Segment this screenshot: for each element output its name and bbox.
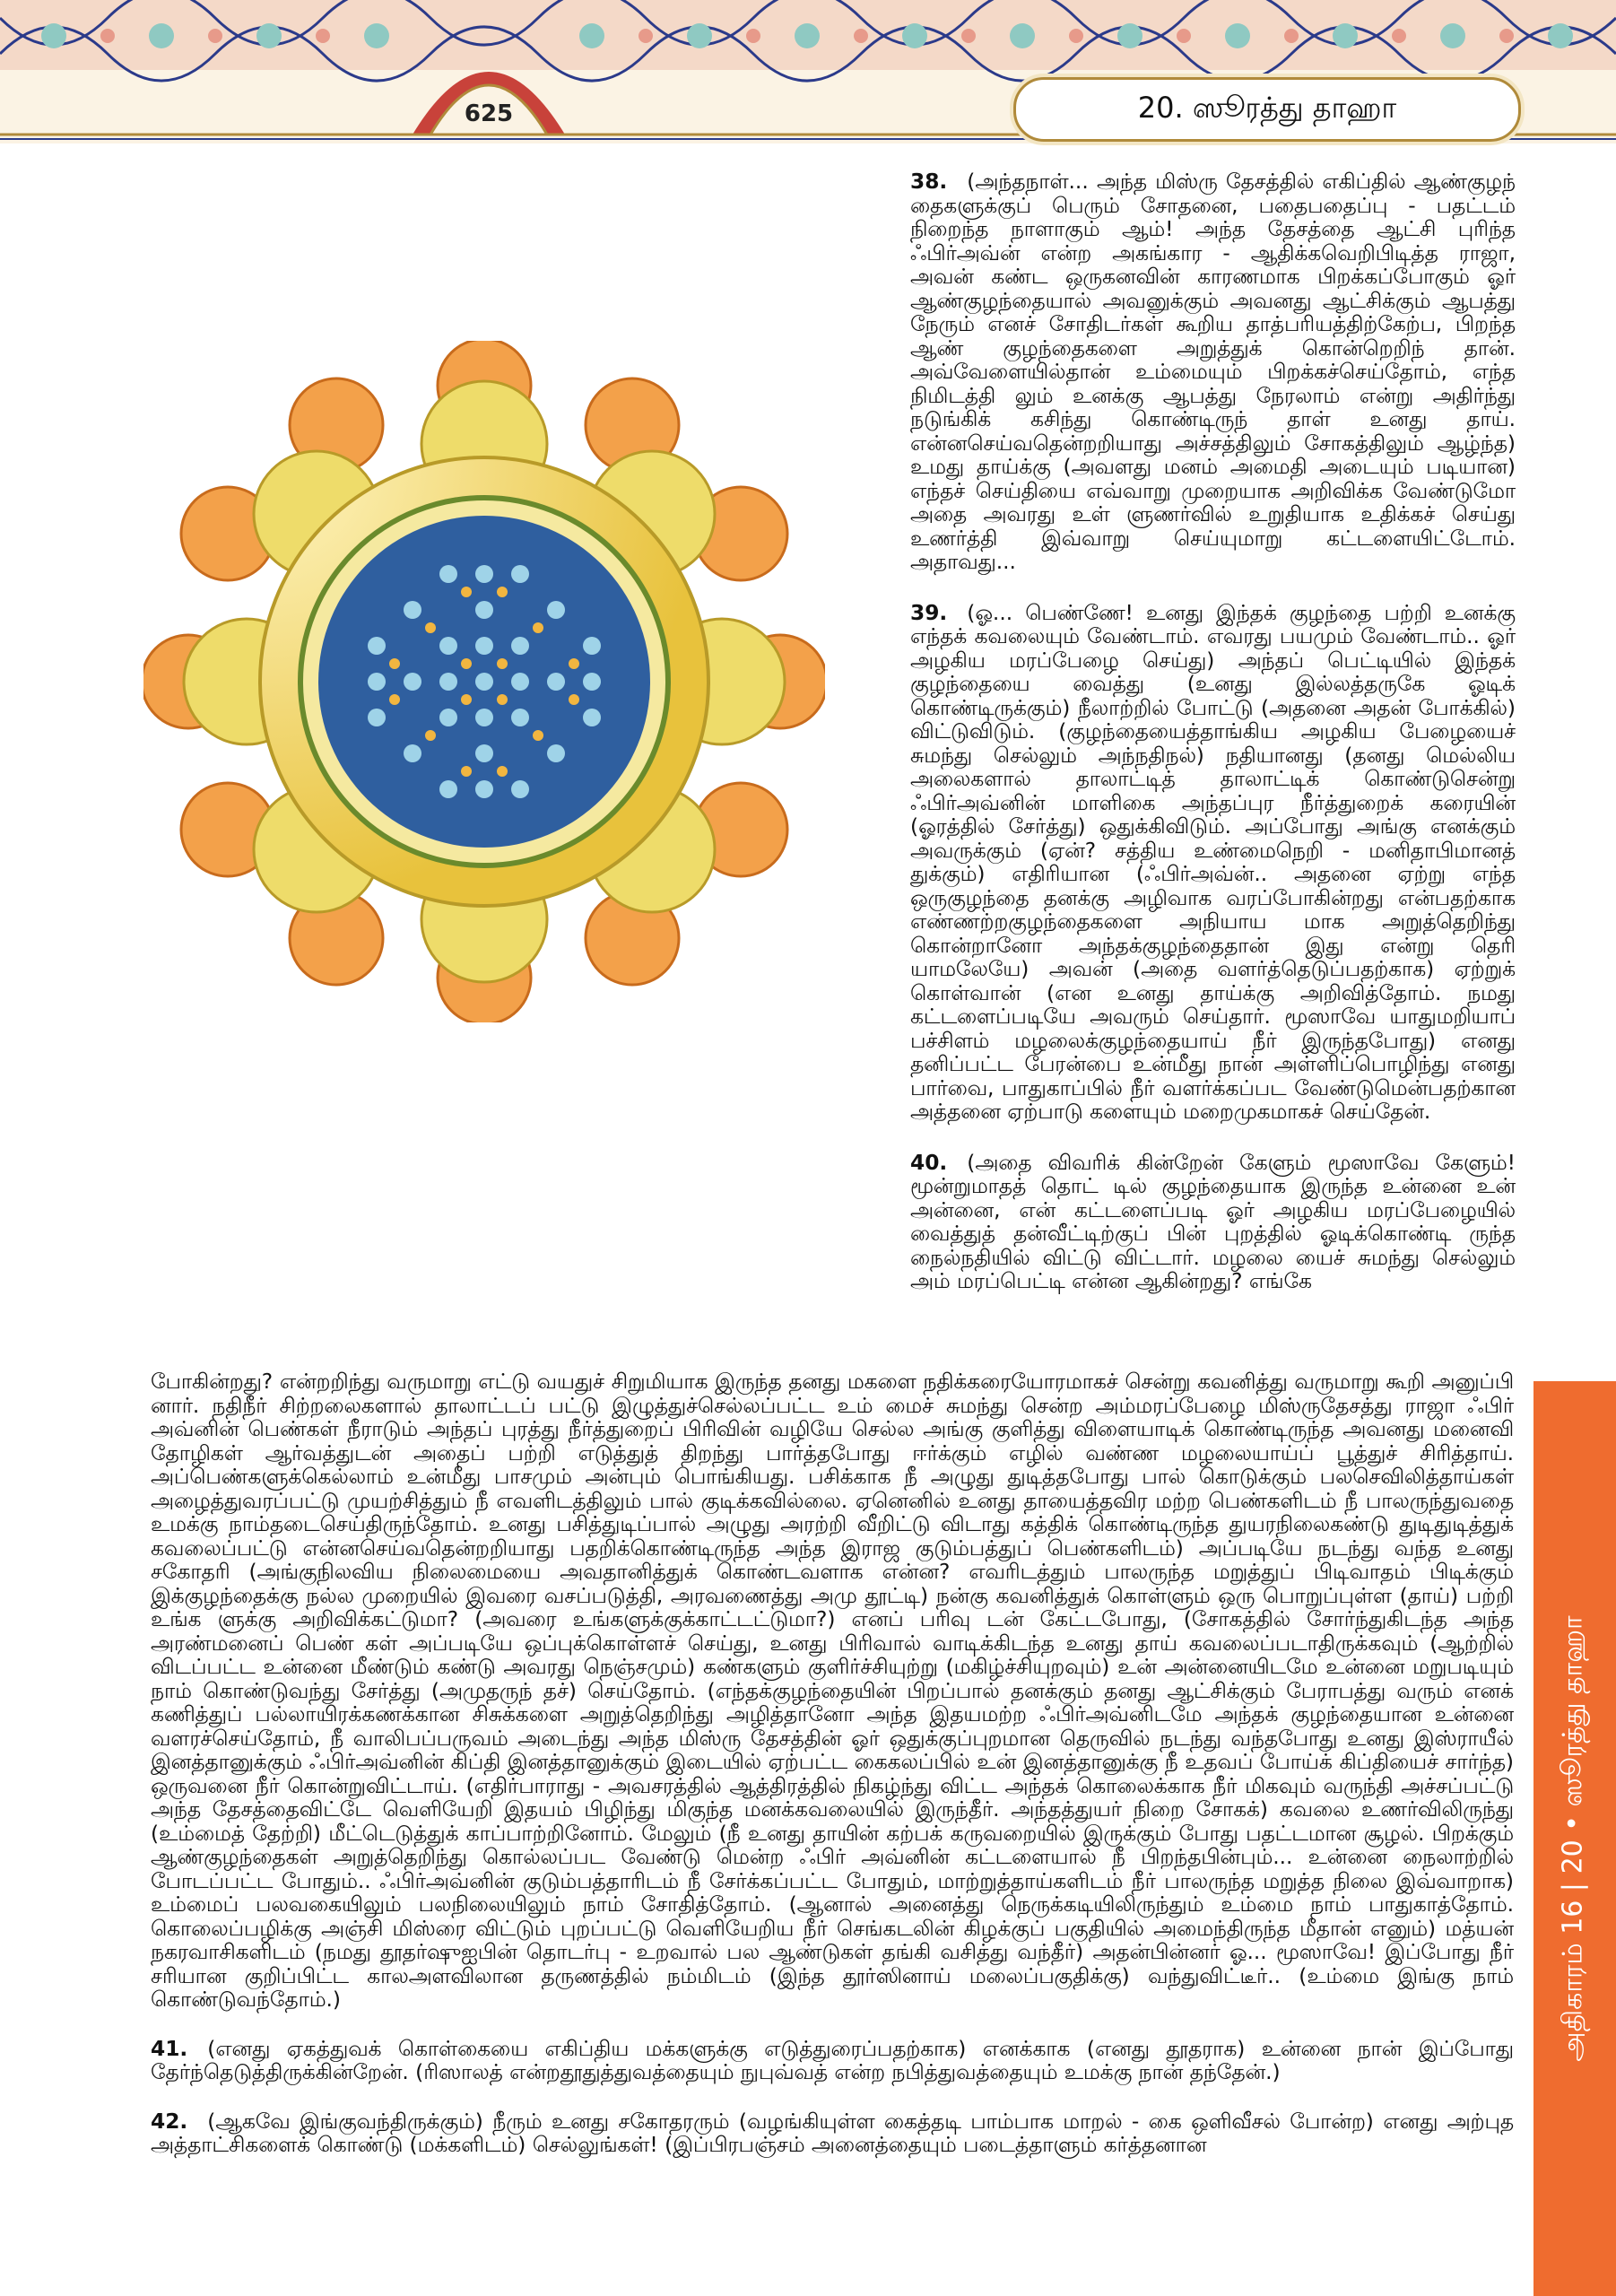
surah-title: 20. ஸூரத்து தாஹா (1137, 91, 1397, 125)
verse-text: (ஓ... பெண்ணே! உனது இந்தக் குழந்தை பற்றி உனக்கு எந்தக் கவலையும் வேண்டாம். எவரது பயமும் வேண்டாம்.. ஓர் அழகிய மரப்பேழை செய்து) அந்தப் பெட்டியில் இந்தக் குழந்தையை வைத்து (உனது இல்லத்தருகே ஓடிக் கொண்டிருக்கும்) நீலாற்றில் போட்டு (அதனை அதன் போக்கில்) விட்டுவிடும். (குழந்தையைத்தாங்கிய அழகிய பேழையைச் சுமந்து செல்லும் அந்நதிநல்) நதியானது (தனது மெல்லிய அலைகளால் தாலாட்டித் தாலாட்டிக் கொண்டுசென்று ஃபிர்அவ்னின் மாளிகை அந்தப்புர நீர்த்துறைக் கரையின் (ஓரத்தில் சேர்த்து) ஒதுக்கிவிடும். அப்போது அங்கு எனக்கும் அவருக்கும் (ஏன்? சத்திய உண்மைநெறி - மனிதாபிமானத் துக்கும்) எதிரியான (ஃபிர்அவ்ன்.. அதனை ஏற்று எந்த ஒருகுழந்தை தனக்கு அழிவாக வரப்போகின்றது என்பதற்காக எண்ணற்றகுழந்தைகளை அநியாய மாக அறுத்தெறிந்து கொன்றானோ அந்தக்குழந்தைதான் இது என்று தெரி யாமலேயே) அவன் (அதை வளர்த்தெடுப்பதற்காக) ஏற்றுக் கொள்வான் (என உனது தாய்க்கு அறிவித்தோம். நமது கட்டளைப்படியே அவரும் செய்தார். மூஸாவே யாதுமறியாப் பச்சிளம் மழலைக்குழந்தையாய் நீர் இருந்தபோது) எனது தனிப்பட்ட பேரன்பை உன்மீது நான் அள்ளிப்பொழிந்து எனது பார்வை, பாதுகாப்பில் நீர் வளர்க்கப்பட வேண்டுமென்பதற்கான அத்தனை ஏற்பாடு களையும் மறைமுகமாகச் செய்தேன். (910, 600, 1516, 1124)
mandala-image (143, 341, 825, 1022)
verse-number: 39. (910, 600, 948, 625)
verse-38 (910, 170, 1516, 575)
page-number: 625 (464, 100, 514, 127)
verse-40-start (910, 1152, 1516, 1294)
verse-number: 41. (151, 2036, 188, 2061)
verse-42 (151, 2110, 1514, 2158)
verse-39 (910, 602, 1516, 1125)
full-width-text (151, 1370, 1514, 2183)
verse-number: 42. (151, 2109, 188, 2134)
verse-40-continued: போகின்றது? என்றறிந்து வருமாறு எட்டு வயதுச் சிறுமியாக இருந்த தனது மகளை நதிக்கரையோரமாகச் சென்று கவனித்து வருமாறு கூறி அனுப்பி னார். நதிநீர் சிற்றலைகளால் தாலாட்டப் பட்டு இழுத்துச்செல்லப்பட்ட உம் மைச் சுமந்து சென்ற அம்மரப்பேழை மிஸ்ருதேசத்து ராஜா ஃபிர் அவ்னின் பெண்கள் நீராடும் அந்தப் புரத்து நீர்த்துறைப் பிரிவின் வழியே செல்ல அங்கு குளித்து விளையாடிக் கொண்டிருந்த அவனது மனைவி தோழிகள் ஆர்வத்துடன் அதைப் பற்றி எடுத்துத் திறந்து பார்த்தபோது ஈர்க்கும் எழில் வண்ண மழலையாய்ப் பூத்துச் சிரித்தாய். அப்பெண்களுக்கெல்லாம் உன்மீது பாசமும் அன்பும் பொங்கியது. பசிக்காக நீ அழுது துடித்தபோது பால் கொடுக்கும் பலசெவிலித்தாய்கள் அழைத்துவரப்பட்டு முயற்சித்தும் நீ எவளிடத்திலும் பால் குடிக்கவில்லை. ஏனெனில் உனது தாயைத்தவிர மற்ற பெண்களிடம் நீ பாலருந்துவதை உமக்கு நாம்தடைசெய்திருந்தோம். உனது பசித்துடிப்பால் அழுது அரற்றி வீறிட்டு விடாது கத்திக் கொண்டிருந்த துயரநிலைகண்டு துடிதுடித்துக் கவலைப்பட்டு என்னசெய்வதென்றறியாது பதறிக்கொண்டிருந்த அந்த இராஜ குடும்பத்துப் பெண்களிடம்) அப்படியே நடந்து வந்த உனது சகோதரி (அங்குநிலவிய நிலைமையை அவதானித்துக் கொண்டவளாக என்ன? எவரிடத்தும் பாலருந்த மறுத்துப் பிடிவாதம் பிடிக்கும் இக்குழந்தைக்கு நல்ல முறையில் இவரை வசப்படுத்தி, அரவணைத்து அமு தூட்டி) நன்கு கவனித்துக் கொள்ளும் ஒரு பொறுப்புள்ள (தாய்) பற்றி உங்க ளுக்கு அறிவிக்கட்டுமா? (அவரை உங்களுக்குக்காட்டட்டுமா?) எனப் பரிவு டன் கேட்டபோது, (சோகத்தில் சோர்ந்துகிடந்த அந்த அரண்மனைப் பெண் கள் அப்படியே ஒப்புக்கொள்ளச் செய்து, உனது பிரிவால் வாடிக்கிடந்த உனது தாய் கவலைப்படாதிருக்கவும் (ஆற்றில் விடப்பட்ட உன்னை மீண்டும் கண்டு அவரது நெஞ்சமும்) கண்களும் குளிர்ச்சியுற்று (மகிழ்ச்சியுறவும்) உன் அன்னையிடமே உன்னை மறுபடியும் நாம் கொண்டுவந்து சேர்த்து (அமுதருந் தச்) செய்தோம். (எந்தக்குழந்தையின் பிறப்பால் தனக்கும் தனது ஆட்சிக்கும் பேராபத்து வரும் எனக் கணித்துப் பல்லாயிரக்கணக்கான சிசுக்களை அறுத்தெறிந்து அழித்தானோ அந்த இதயமற்ற ஃபிர்அவ்னிடமே அந்தக் குழந்தையான உன்னை வளரச்செய்தோம், நீ வாலிபப்பருவம் அடைந்து அந்த மிஸ்ரு தேசத்தின் ஓர் ஒதுக்குப்புறமான தெருவில் நடந்து வந்தபோது உனது இஸ்ராயீல் இனத்தானுக்கும் ஃபிர்அவ்னின் கிப்தி இனத்தானுக்கும் இடையில் ஏற்பட்ட கைகலப்பில் உன் இனத்தானுக்கு நீ உதவப் போய்க் கிப்தியைச் சார்ந்த) ஒருவனை நீர் கொன்றுவிட்டாய். (எதிர்பாராது - அவசரத்தில் ஆத்திரத்தில் நிகழ்ந்து விட்ட அந்தக் கொலைக்காக நீர் மிகவும் வருந்தி அச்சப்பட்டு அந்த தேசத்தைவிட்டே வெளியேறி இதயம் பிழிந்து மிகுந்த மனக்கவலையில் இருந்தீர். அந்தத்துயர் நிறை சோகக்) கவலை உணர்விலிருந்து (உம்மைத் தேற்றி) மீட்டெடுத்துக் காப்பாற்றினோம். மேலும் (நீ உனது தாயின் கற்பக் கருவறையில் இருக்கும் போது பதட்டமான சூழல். பிறக்கும் ஆண்குழந்தைகள் அறுத்தெறிந்து கொல்லப்பட வேண்டு மென்ற ஃபிர் அவ்னின் கட்டளையால் நீ பிறந்தபின்பும்... உன்னை நைலாற்றில் போடப்பட்ட போதும்.. ஃபிர்அவ்னின் குடும்பத்தாரிடம் நீ சேர்க்கப்பட்ட போதும், மாற்றுத்தாய்களிடம் நீர் பாலருந்த மறுத்த நிலை இவ்வாறாக) உம்மைப் பலவகையிலும் பலநிலையிலும் நாம் சோதித்தோம். (ஆனால் அனைத்து நெருக்கடியிலிருந்தும் உம்மை நாம் பாதுகாத்தோம். கொலைப்பழிக்கு அஞ்சி மிஸ்ரை விட்டும் புறப்பட்டு வெளியேறிய நீர் செங்கடலின் கிழக்குப் பகுதியில் அமைந்திருந்த மீதான் எனும்) மத்யன் நகரவாசிகளிடம் (நமது தூதர்ஷுஐபின் தொடர்பு - உறவால் பல ஆண்டுகள் தங்கி வசித்து வந்தீர்) அதன்பின்னர் ஓ... மூஸாவே! இப்போது நீர் சரியான குறிப்பிட்ட காலஅளவிலான தருணத்தில் நம்மிடம் (இந்த தூர்ஸினாய் மலைப்பகுதிக்கு) வந்துவிட்டீர்.. (உம்மை இங்கு நாம் கொண்டுவந்தோம்.) (151, 1370, 1514, 2012)
verse-text: (எனது ஏகத்துவக் கொள்கையை எகிப்திய மக்களுக்கு எடுத்துரைப்பதற்காக) எனக்காக (எனது தூதராக) உன்னை நான் இப்போது தேர்ந்தெடுத்திருக்கின்றேன். (ரிஸாலத் என்றதூதுத்துவத்தையும் நுபுவ்வத் என்ற நபித்துவத்தையும் உமக்கு நான் தந்தேன்.) (151, 2036, 1514, 2084)
verse-text: (ஆகவே இங்குவந்திருக்கும்) நீரும் உனது சகோதரரும் (வழங்கியுள்ள கைத்தடி பாம்பாக மாறல் - கை ஒளிவீசல் போன்ற) எனது அற்புத அத்தாட்சிகளைக் கொண்டு (மக்களிடம்) செல்லுங்கள்! (இப்பிரபஞ்சம் அனைத்தையும் படைத்தாளும் கர்த்தனான (151, 2109, 1514, 2157)
right-column-text (910, 170, 1516, 1321)
chapter-side-tab (1533, 1381, 1616, 2296)
verse-number: 40. (910, 1150, 948, 1175)
surah-title-box (1013, 77, 1521, 142)
verse-text: (அந்தநாள்... அந்த மிஸ்ரு தேசத்தில் எகிப்தில் ஆண்குழந் தைகளுக்குப் பெரும் சோதனை, பதைபதைப்பு - பதட்டம் நிறைந்த நாளாகும் ஆம்! அந்த தேசத்தை ஆட்சி புரிந்த ஃபிர்அவ்ன் என்ற அகங்கார - ஆதிக்கவெறிபிடித்த ராஜா, அவன் கண்ட ஒருகனவின் காரணமாக பிறக்கப்போகும் ஓர் ஆண்குழந்தையால் அவனுக்கும் அவனது ஆட்சிக்கும் ஆபத்து நேரும் எனச் சோதிடர்கள் கூறிய தாத்பரியத்திற்கேற்ப, பிறந்த ஆண் குழந்தைகளை அறுத்துக் கொன்றெறிந் தான். அவ்வேளையில்தான் உம்மையும் பிறக்கச்செய்தோம், எந்த நிமிடத்தி லும் உனக்கு ஆபத்து நேரலாம் என்று அதிர்ந்து நடுங்கிக் கசிந்து கொண்டிருந் தாள் உனது தாய். என்னசெய்வதென்றறியாது அச்சத்திலும் சோகத்திலும் ஆழ்ந்த) உமது தாய்க்கு (அவளது மனம் அமைதி அடையும் படியான) எந்தச் செய்தியை எவ்வாறு முறையாக அறிவிக்க வேண்டுமோ அதை அவரது உள் ளுணர்வில் உறுதியாக உதிக்கச் செய்து உணர்த்தி இவ்வாறு செய்யுமாறு கட்டளையிட்டோம். அதாவது... (910, 170, 1516, 574)
verse-number: 38. (910, 170, 948, 194)
verse-text: (அதை விவரிக் கின்றேன் கேளும் மூஸாவே கேளும்! மூன்றுமாதத் தொட் டில் குழந்தையாக இருந்த உன்னை உன் அன்னை, என் கட்டளைப்படி ஓர் அழகிய மரப்பேழையில் வைத்துத் தன்வீட்டிற்குப் பின் புறத்தில் ஓடிக்கொண்டி ருந்த நைல்நதியில் விட்டு விட்டார். மழலை யைச் சுமந்து செல்லும் அம் மரப்பெட்டி என்ன ஆகின்றது? எங்கே (910, 1150, 1516, 1293)
verse-41 (151, 2038, 1514, 2085)
decorative-mandala-ornament (143, 341, 825, 1022)
side-tab-label: அதிகாரம் 16 | 20 • ஸூரத்து தாஹா (1557, 1615, 1589, 2062)
